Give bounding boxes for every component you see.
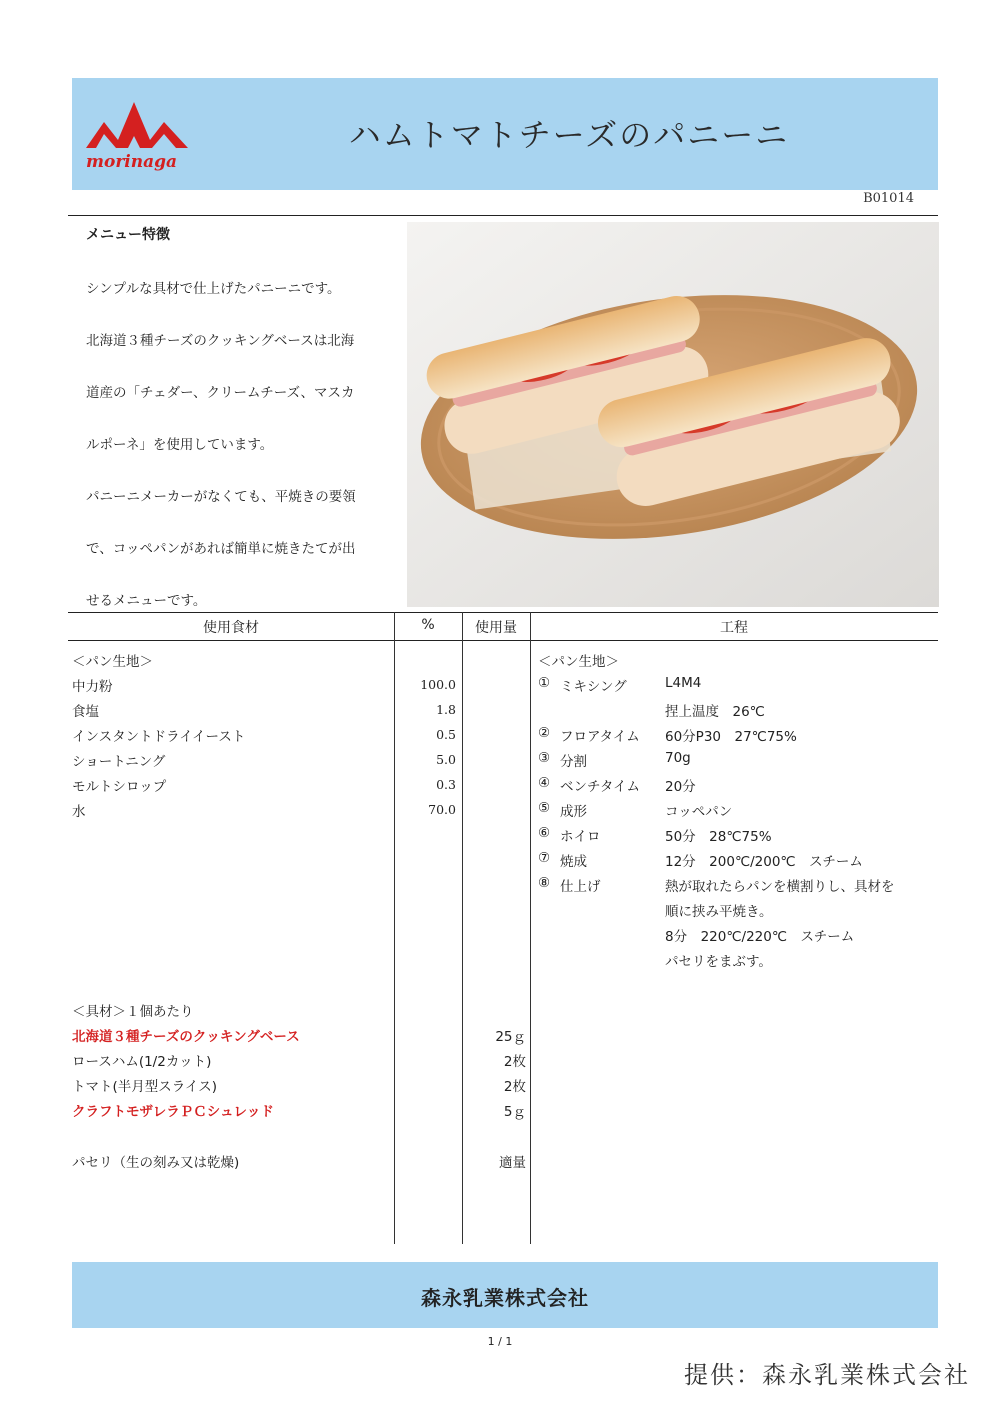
panini-photo	[407, 222, 939, 607]
step-detail: 熱が取れたらパンを横割りし、具材を	[665, 879, 895, 895]
dough-ingredient-name: 中力粉	[72, 679, 113, 695]
step-detail: L4M4	[665, 675, 702, 691]
step-name: 焼成	[560, 854, 587, 870]
step-name: 成形	[560, 804, 587, 820]
step-detail: 12分 200℃/200℃ スチーム	[665, 854, 863, 870]
dough-ingredient-name: モルトシロップ	[72, 779, 167, 795]
table-header-line	[68, 640, 938, 641]
garnish-amount: 適量	[499, 1155, 526, 1171]
dough-ingredient-percent: 1.8	[436, 702, 456, 717]
filling-ingredient-name: クラフトモザレラＰＣシュレッド	[72, 1104, 274, 1120]
step-name: 仕上げ	[560, 879, 601, 895]
features-line: ルポーネ」を使用しています。	[86, 437, 274, 453]
step-detail: コッペパン	[665, 804, 733, 820]
filling-ingredient-amount: 2枚	[503, 1079, 526, 1095]
morinaga-logo	[82, 92, 192, 172]
step-detail: 8分 220℃/220℃ スチーム	[665, 929, 855, 945]
company-name: 森永乳業株式会社	[421, 1286, 589, 1310]
step-number: ①	[538, 675, 551, 691]
step-detail: 順に挟み平焼き。	[665, 904, 773, 920]
recipe-code: B01014	[863, 191, 914, 206]
features-line: シンプルな具材で仕上げたパニーニです。	[86, 281, 341, 297]
filling-ingredient-amount: 5ｇ	[503, 1104, 526, 1120]
step-detail: 捏上温度 26℃	[665, 704, 765, 720]
dough-ingredient-percent: 100.0	[420, 677, 456, 692]
header-ingredients: 使用食材	[203, 620, 259, 636]
dough-ingredient-name: ショートニング	[72, 754, 166, 770]
features-line: パニーニメーカーがなくても、平焼きの要領	[86, 489, 356, 505]
dough-ingredient-name: インスタントドライイースト	[72, 729, 246, 745]
header-process: 工程	[720, 620, 748, 636]
dough-ingredient-percent: 0.5	[436, 727, 456, 742]
header-amount: 使用量	[475, 620, 517, 636]
step-name: フロアタイム	[560, 729, 640, 745]
step-number: ⑦	[538, 850, 551, 866]
dough-ingredient-name: 食塩	[72, 704, 99, 720]
step-number: ⑧	[538, 875, 551, 891]
step-number: ④	[538, 775, 551, 791]
filling-ingredient-name: ロースハム(1/2カット)	[72, 1054, 212, 1070]
step-name: 分割	[560, 754, 587, 770]
filling-ingredient-amount: 25ｇ	[495, 1029, 526, 1045]
filling-ingredient-name: 北海道３種チーズのクッキングベース	[72, 1029, 300, 1045]
step-detail: 20分	[665, 779, 696, 795]
table-top-line	[68, 612, 938, 613]
features-line: 北海道３種チーズのクッキングベースは北海	[86, 333, 355, 349]
features-line: 道産の「チェダー、クリームチーズ、マスカ	[86, 385, 355, 401]
step-detail: 70g	[665, 750, 691, 766]
features-line: せるメニューです。	[86, 593, 207, 609]
step-number: ②	[538, 725, 551, 741]
features-heading: メニュー特徴	[86, 227, 170, 243]
garnish-name: パセリ（生の刻み又は乾燥)	[72, 1155, 240, 1171]
step-number: ⑥	[538, 825, 551, 841]
divider-top	[68, 215, 938, 216]
filling-section-label: ＜具材＞１個あたり	[72, 1004, 194, 1020]
step-name: ベンチタイム	[560, 779, 641, 795]
column-divider	[530, 612, 531, 1244]
dough-ingredient-name: 水	[72, 804, 86, 820]
header-percent: %	[421, 617, 435, 633]
step-detail: 60分P30 27℃75%	[665, 729, 797, 745]
features-line: で、コッペパンがあれば簡単に焼きたてが出	[86, 541, 356, 557]
dough-ingredient-percent: 5.0	[436, 752, 456, 767]
step-number: ⑤	[538, 800, 551, 816]
features-text	[86, 250, 396, 640]
column-divider	[462, 612, 463, 1244]
step-number: ③	[538, 750, 551, 766]
step-detail: パセリをまぶす。	[665, 954, 772, 970]
dough-ingredient-percent: 0.3	[436, 777, 456, 792]
filling-ingredient-amount: 2枚	[503, 1054, 526, 1070]
filling-ingredient-name: トマト(半月型スライス)	[72, 1079, 217, 1095]
credit-text: 提供：森永乳業株式会社	[684, 1361, 970, 1389]
dough-ingredient-percent: 70.0	[428, 802, 456, 817]
process-section-label: ＜パン生地＞	[538, 654, 619, 670]
page-number: 1 / 1	[487, 1335, 513, 1348]
svg-text:morinaga: morinaga	[86, 152, 178, 172]
step-name: ミキシング	[560, 679, 627, 695]
step-detail: 50分 28℃75%	[665, 829, 772, 845]
recipe-title: ハムトマトチーズのパニーニ	[348, 116, 790, 154]
step-name: ホイロ	[560, 829, 601, 845]
dough-section-label: ＜パン生地＞	[72, 654, 153, 670]
